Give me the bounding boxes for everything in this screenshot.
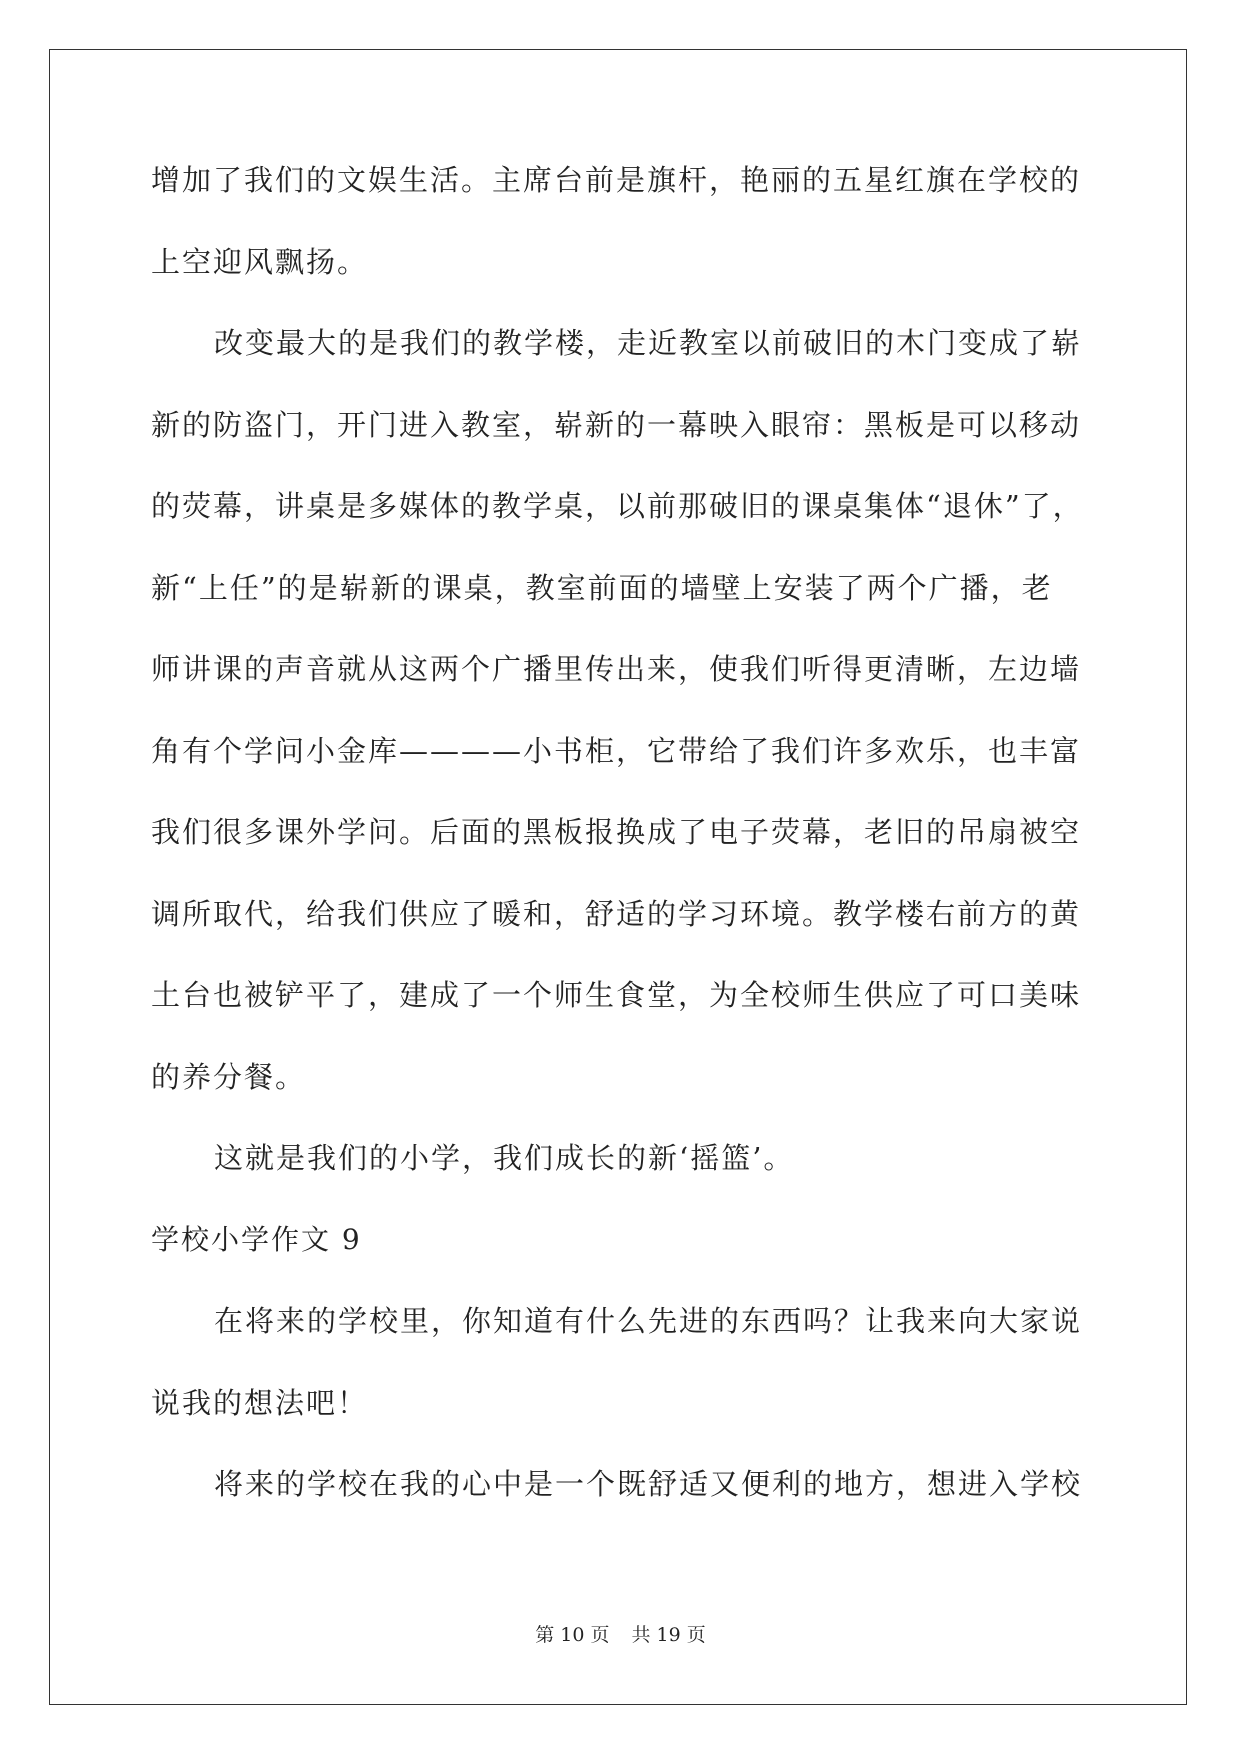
- page-number: 第 10 页: [535, 1624, 610, 1646]
- text-line: 的荧幕，讲桌是多媒体的教学桌，以前那破旧的课桌集体“退休”了，: [151, 489, 1084, 523]
- paragraph-start: 在将来的学校里，你知道有什么先进的东西吗？让我来向大家说: [214, 1304, 1083, 1338]
- section-heading: 学校小学作文 9: [151, 1222, 362, 1256]
- text-line: 土台也被铲平了，建成了一个师生食堂，为全校师生供应了可口美味: [151, 978, 1082, 1012]
- paragraph-start: 改变最大的是我们的教学楼，走近教室以前破旧的木门变成了崭: [214, 326, 1083, 360]
- paragraph-start: 将来的学校在我的心中是一个既舒适又便利的地方，想进入学校: [214, 1467, 1083, 1501]
- paragraph-start: 这就是我们的小学，我们成长的新‘摇篮’。: [214, 1141, 795, 1175]
- text-line: 说我的想法吧！: [151, 1385, 369, 1420]
- text-line: 师讲课的声音就从这两个广播里传出来，使我们听得更清晰，左边墙: [151, 652, 1082, 686]
- page-footer: [0, 1623, 1241, 1647]
- text-line: 增加了我们的文娱生活。主席台前是旗杆，艳丽的五星红旗在学校的: [151, 163, 1082, 197]
- page-total: 共 19 页: [631, 1624, 706, 1646]
- text-line: 角有个学问小金库————小书柜，它带给了我们许多欢乐，也丰富: [151, 733, 1082, 768]
- text-line: 的养分餐。: [151, 1059, 307, 1094]
- text-line: 调所取代，给我们供应了暖和，舒适的学习环境。教学楼右前方的黄: [151, 896, 1082, 931]
- text-line: 新的防盗门，开门进入教室，崭新的一幕映入眼帘：黑板是可以移动: [151, 407, 1082, 442]
- text-line: 上空迎风飘扬。: [151, 244, 369, 279]
- text-line: 我们很多课外学问。后面的黑板报换成了电子荧幕，老旧的吊扇被空: [151, 815, 1082, 849]
- document-body: [151, 164, 1091, 1550]
- text-line: 新“上任”的是崭新的课桌，教室前面的墙壁上安装了两个广播，老: [151, 570, 1053, 605]
